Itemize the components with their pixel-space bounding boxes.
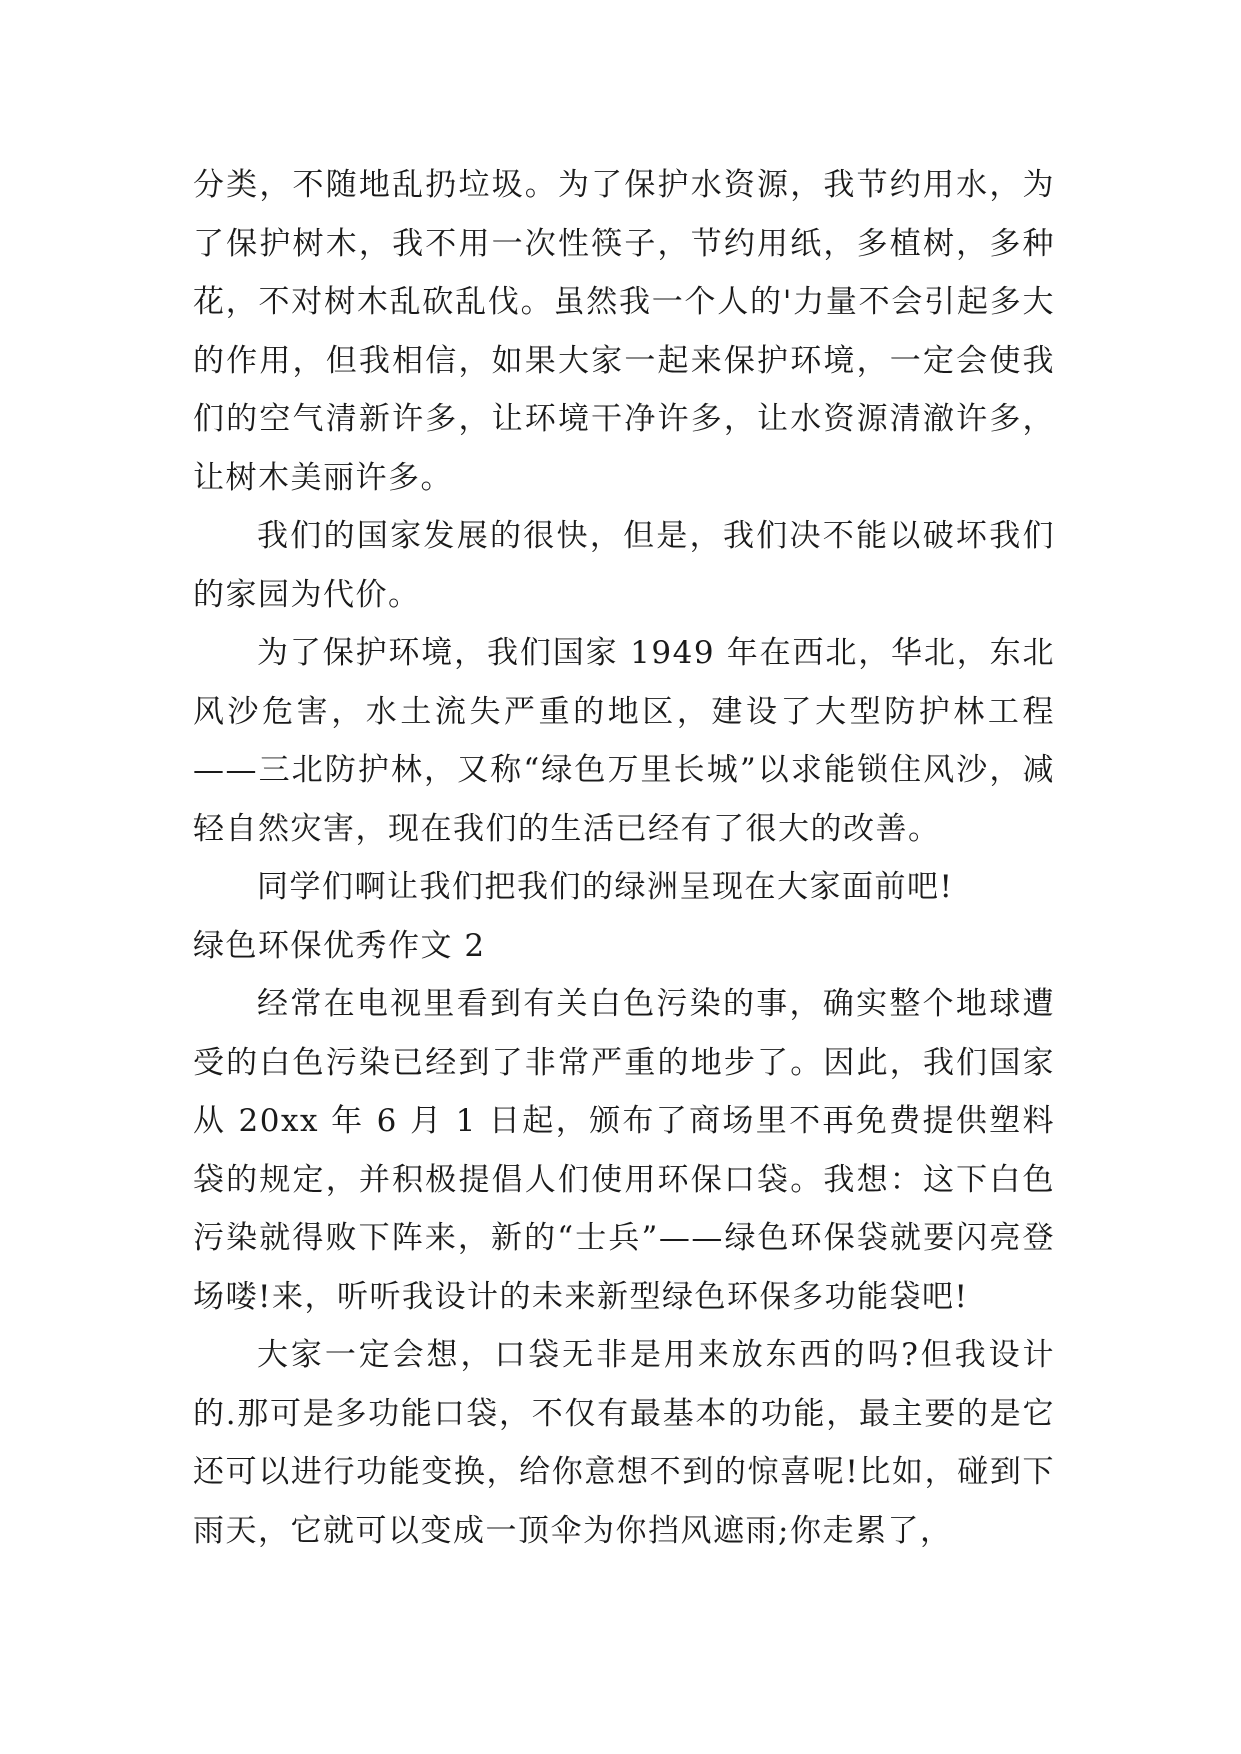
section-title: 绿色环保优秀作文 2 <box>193 927 486 964</box>
paragraph: 为了保护环境，我们国家 1949 年在西北，华北，东北风沙危害，水土流失严重的地区，建设了大型防护林工程——三北防护林，又称“绿色万里长城”以求能锁住风沙，减轻自然灾害，现在我们的生活已经有了很大的改善。 <box>193 635 1055 847</box>
paragraph: 我们的国家发展的很快，但是，我们决不能以破坏我们的家园为代价。 <box>193 518 1055 613</box>
paragraph: 分类，不随地乱扔垃圾。为了保护水资源，我节约用水，为了保护树木，我不用一次性筷子，节约用纸，多植树，多种花，不对树木乱砍乱伐。虽然我一个人的'力量不会引起多大的作用，但我相信，如果大家一起来保护环境，一定会使我们的空气清新许多，让环境干净许多，让水资源清澈许多，让树木美丽许多。 <box>193 167 1055 496</box>
paragraph: 同学们啊让我们把我们的绿洲呈现在大家面前吧! <box>257 869 954 905</box>
paragraph: 经常在电视里看到有关白色污染的事，确实整个地球遭受的白色污染已经到了非常严重的地步了。因此，我们国家从 20xx 年 6 月 1 日起，颁布了商场里不再免费提供塑料袋的规定，并积极提倡人们使用环保口袋。我想：这下白色污染就得败下阵来，新的“士兵”——绿色环保袋就要闪亮登场喽!来，听听我设计的未来新型绿色环保多功能袋吧! <box>193 986 1055 1315</box>
document-body <box>193 156 1055 1560</box>
paragraph: 大家一定会想，口袋无非是用来放东西的吗?但我设计的.那可是多功能口袋，不仅有最基本的功能，最主要的是它还可以进行功能变换，给你意想不到的惊喜呢!比如，碰到下雨天，它就可以变成一顶伞为你挡风遮雨;你走累了， <box>193 1337 1055 1549</box>
